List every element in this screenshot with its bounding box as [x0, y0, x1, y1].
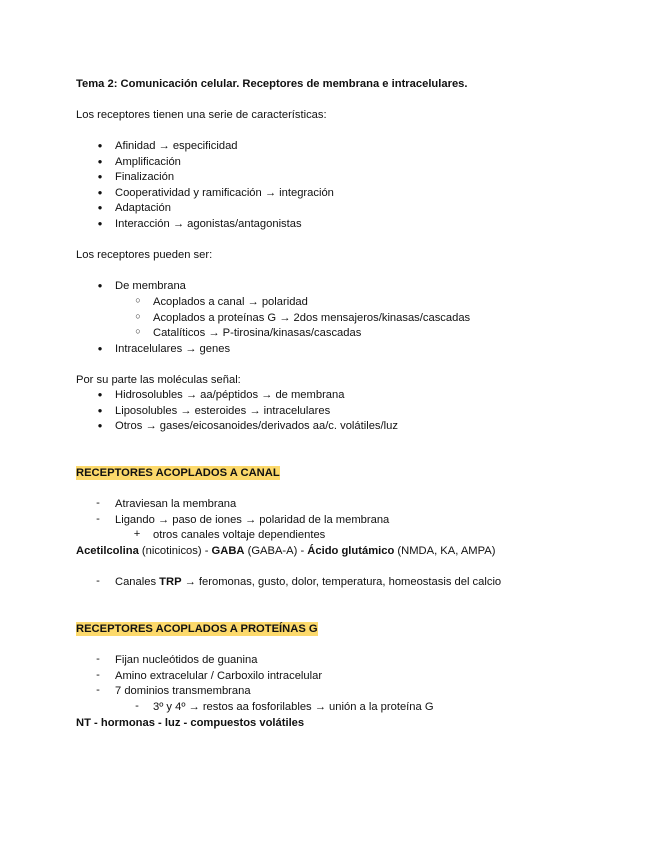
dash-marker: -	[135, 700, 139, 712]
list-item: Adaptación	[115, 202, 171, 214]
list-subitem: otros canales voltaje dependientes	[153, 529, 326, 541]
example-glutamate: Ácido glutámico	[307, 545, 395, 557]
intro-signals: Por su parte las moléculas señal:	[76, 374, 241, 386]
list-item: Atraviesan la membrana	[115, 498, 237, 510]
circle-marker: ○	[135, 295, 141, 305]
list-item: Hidrosolubles → aa/péptidos → de membrana	[115, 389, 345, 401]
bullet-marker: ●	[97, 141, 103, 150]
intro-types: Los receptores pueden ser:	[76, 249, 213, 261]
example-acetylcholine: Acetilcolina	[76, 545, 139, 557]
list-item: Finalización	[115, 171, 175, 183]
list-subitem: Acoplados a canal → polaridad	[153, 296, 308, 308]
bullet-marker: ●	[97, 172, 103, 181]
section-heading-canal	[76, 466, 280, 480]
section-heading-g-protein	[76, 622, 318, 636]
highlighted-heading: RECEPTORES ACOPLADOS A CANAL	[76, 467, 280, 479]
example-gaba: GABA	[211, 545, 245, 557]
list-item: De membrana	[115, 280, 186, 292]
list-subitem: 3º y 4º → restos aa fosforilables → unión a la proteína G	[153, 701, 434, 713]
highlighted-heading: RECEPTORES ACOPLADOS A PROTEÍNAS G	[76, 623, 318, 635]
dash-marker: -	[96, 497, 100, 509]
list-item-trp	[115, 575, 501, 589]
intro-characteristics: Los receptores tienen una serie de características:	[76, 109, 327, 121]
example-note: (GABA-A) -	[244, 545, 308, 557]
list-item: 7 dominios transmembrana	[115, 685, 251, 697]
circle-marker: ○	[135, 311, 141, 321]
bullet-marker: ●	[97, 219, 103, 228]
plus-marker: +	[133, 528, 141, 540]
bullet-marker: ●	[97, 421, 103, 430]
bullet-marker: ●	[97, 406, 103, 415]
bullet-marker: ●	[97, 281, 103, 290]
list-item: Cooperatividad y ramificación → integración	[115, 187, 334, 199]
list-item: Fijan nucleótidos de guanina	[115, 654, 258, 666]
example-note: (NMDA, KA, AMPA)	[394, 545, 496, 557]
example-note: (nicotinicos) -	[138, 545, 212, 557]
list-item: Amplificación	[115, 156, 181, 168]
bullet-marker: ●	[97, 203, 103, 212]
dash-marker: -	[96, 669, 100, 681]
list-subitem: Catalíticos → P-tirosina/kinasas/cascadas	[153, 327, 362, 339]
dash-marker: -	[96, 684, 100, 696]
g-protein-ligands: NT - hormonas - luz - compuestos volátiles	[76, 717, 305, 729]
canal-examples-line	[76, 544, 495, 558]
trp-term: TRP	[159, 576, 182, 588]
bullet-marker: ●	[97, 390, 103, 399]
list-item: Interacción → agonistas/antagonistas	[115, 218, 302, 230]
list-item: Otros → gases/eicosanoides/derivados aa/c. volátiles/luz	[115, 420, 398, 432]
bullet-marker: ●	[97, 344, 103, 353]
trp-suffix: → feromonas, gusto, dolor, temperatura, homeostasis del calcio	[181, 576, 502, 588]
document-title: Tema 2: Comunicación celular. Receptores de membrana e intracelulares.	[76, 78, 468, 90]
circle-marker: ○	[135, 326, 141, 336]
list-item: Ligando → paso de iones → polaridad de la membrana	[115, 514, 390, 526]
list-item: Amino extracelular / Carboxilo intracelular	[115, 670, 323, 682]
list-subitem: Acoplados a proteínas G → 2dos mensajeros/kinasas/cascadas	[153, 312, 471, 324]
dash-marker: -	[96, 653, 100, 665]
list-item: Afinidad → especificidad	[115, 140, 238, 152]
list-item: Intracelulares → genes	[115, 343, 231, 355]
bullet-marker: ●	[97, 157, 103, 166]
trp-prefix: Canales	[115, 576, 160, 588]
bullet-marker: ●	[97, 188, 103, 197]
dash-marker: -	[96, 513, 100, 525]
dash-marker: -	[96, 575, 100, 587]
list-item: Liposolubles → esteroides → intracelulares	[115, 405, 331, 417]
